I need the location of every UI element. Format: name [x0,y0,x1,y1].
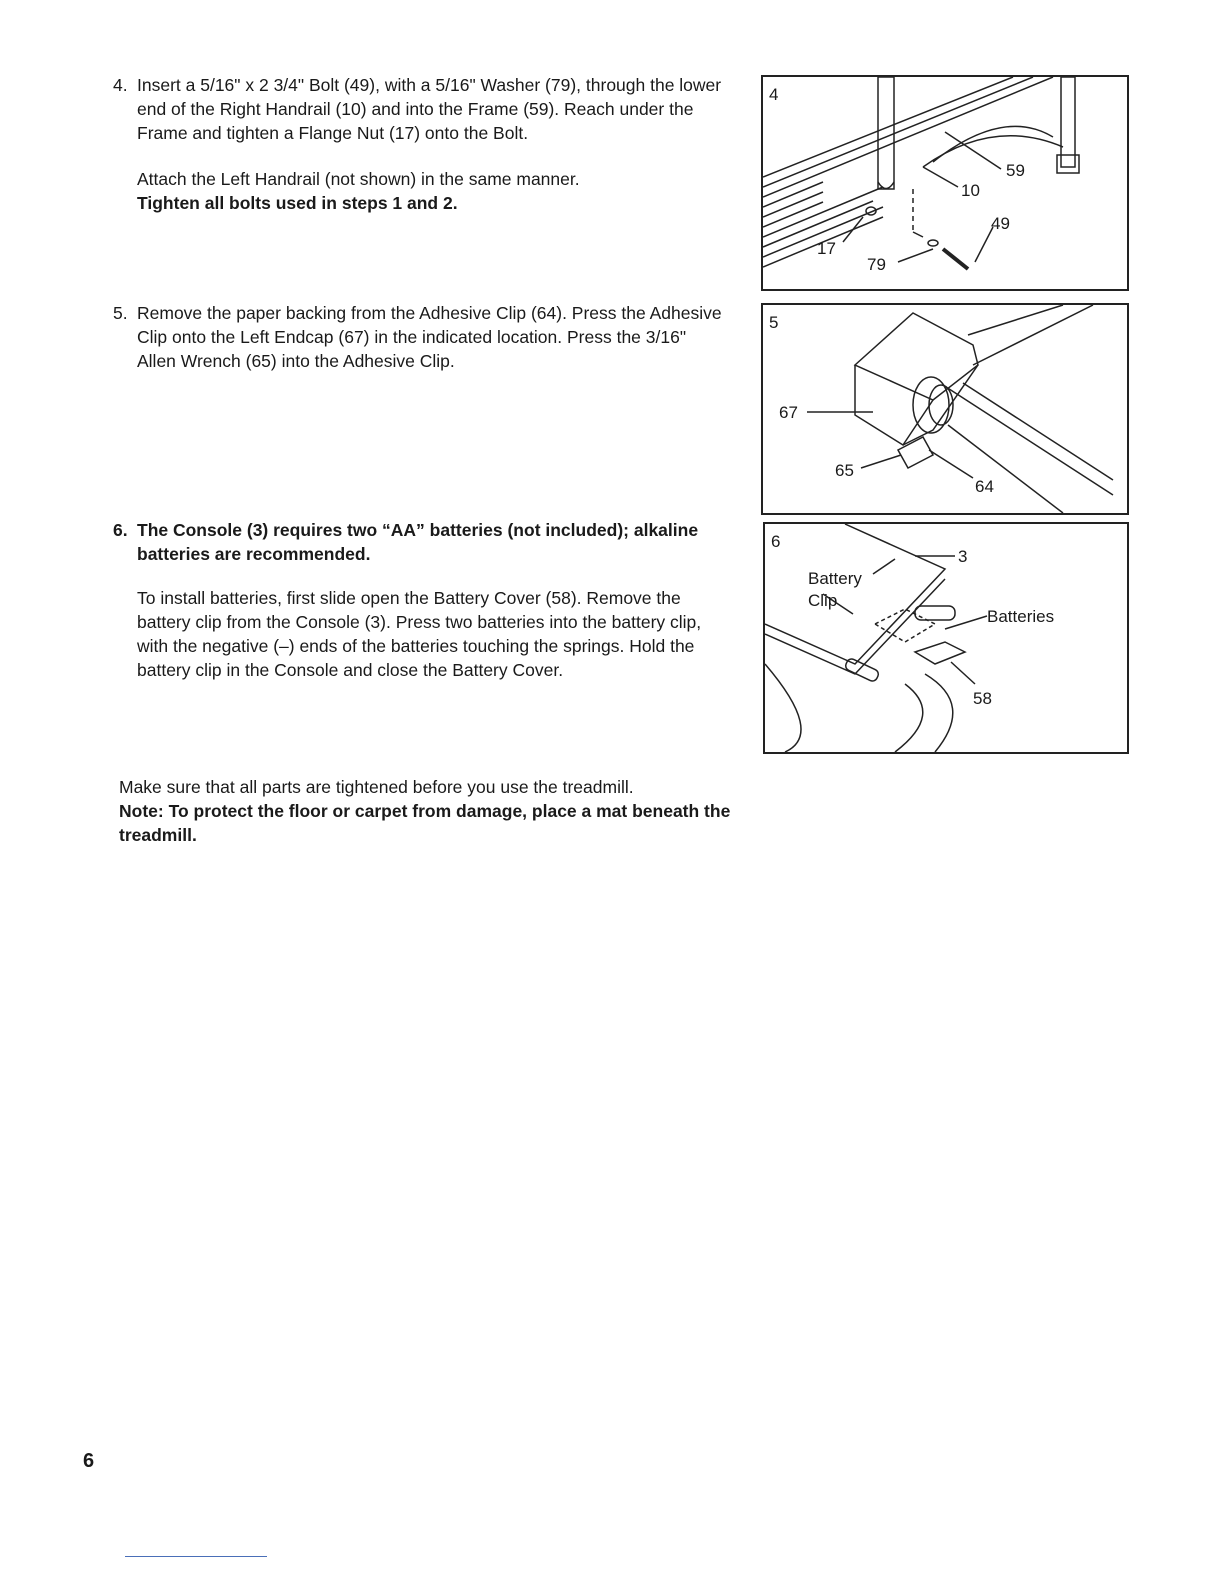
step-4-tighten-note: Tighten all bolts used in steps 1 and 2. [137,193,458,213]
figure-number: 6 [771,532,781,551]
step-number: 4. [113,75,128,95]
figure-number: 5 [769,313,779,332]
callout-3: 3 [958,547,968,566]
callout-65: 65 [835,461,854,480]
step-4-left-handrail: Attach the Left Handrail (not shown) in the same manner. [137,169,580,189]
step-4-instruction: Insert a 5/16" x 2 3/4" Bolt (49), with a 5/16" Washer (79), through the lower end of the Right Handrail (10) and into the Frame (59). Reach under the Frame and tighten a Flange Nut (17) onto the Bolt. [137,75,722,143]
callout-59: 59 [1006,161,1025,180]
endcap-clip-illustration [763,305,1127,513]
callout-10: 10 [961,181,980,200]
callout-58: 58 [973,689,992,708]
callout-17: 17 [817,239,836,258]
callout-clip-label: Clip [808,591,838,610]
step-5-instruction: Remove the paper backing from the Adhesive Clip (64). Press the Adhesive Clip onto the Left Endcap (67) in the indicated location. Press the 3/16" Allen Wrench (65) into the Adhesive Clip. [137,303,722,371]
figure-number: 4 [769,85,779,104]
step-6 [113,518,723,682]
step-number: 6. [113,520,128,540]
figure-5 [761,303,1129,515]
callout-batteries: Batteries [987,607,1055,626]
handrail-assembly-illustration [763,77,1127,289]
figure-6 [763,522,1129,754]
footer-rule [125,1556,267,1557]
callout-67: 67 [779,403,798,422]
floor-protection-note: Note: To protect the floor or carpet from damage, place a mat beneath the treadmill. [119,801,731,845]
step-6-battery-heading: The Console (3) requires two “AA” batteries (not included); alkaline batteries are recommended. [137,520,699,564]
page-number: 6 [83,1450,95,1472]
step-number: 5. [113,303,128,323]
final-note [119,775,739,847]
callout-battery-label: Battery [808,569,862,588]
callout-79: 79 [867,255,886,274]
figure-4 [761,75,1129,291]
step-6-instruction: To install batteries, first slide open the Battery Cover (58). Remove the battery clip from the Console (3). Press two batteries into the battery clip, with the negative (–) ends of the batteries touching the springs. Hold the battery clip in the Console and close the Battery Cover. [137,588,702,680]
step-4 [113,73,723,215]
callout-64: 64 [975,477,994,496]
step-5 [113,301,723,373]
callout-49: 49 [991,214,1010,233]
tighten-reminder: Make sure that all parts are tightened before you use the treadmill. [119,777,634,797]
battery-install-illustration [765,524,1127,752]
